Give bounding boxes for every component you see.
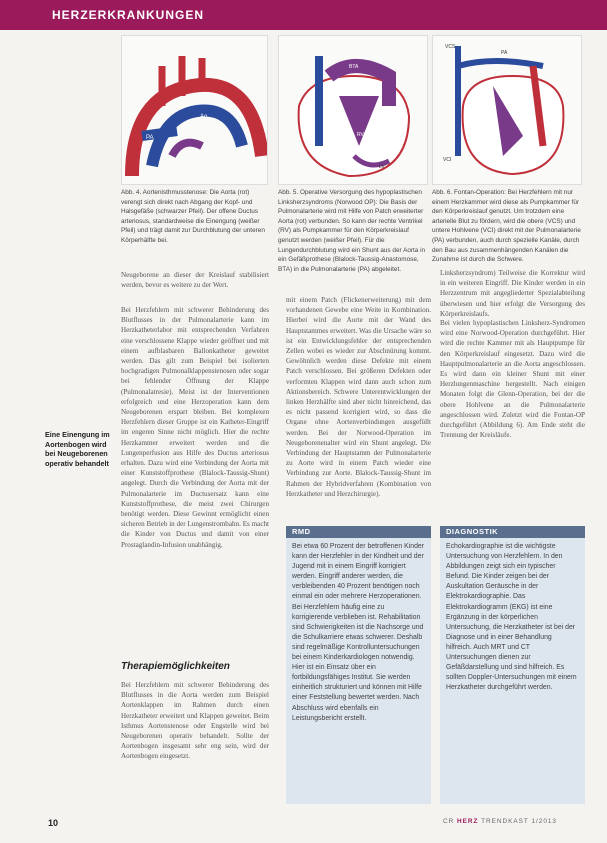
column-1-therapy-text: Bei Herzfehlern mit schwerer Behinderung des Blutflusses in die Aorta werden zum Beispiel Aortenklappen im Rahmen durch einen Herzkatheter erweitert und Klappen geweitet. Beim Isthmus Aortenstenose oder Engstelle wird bei Neugeborenen operativ behandelt. Sollte der Aortenbogen insgesamt sehr eng sein, wird der Aortenbogen eingesetzt. bbox=[121, 681, 269, 761]
diagnostik-info-box bbox=[440, 526, 585, 804]
journal-name-prefix: CR bbox=[443, 818, 458, 825]
figure-4-caption: Abb. 4. Aortenisthmusstenose: Die Aorta (rot) verengt sich direkt nach Abgang der Kopf- und Halsgefäße (schwarzer Pfeil). Der offene Ductus arteriosus, standardweise die Einengung (weißer Pfeil) und trägt damit zur Durchblutung der unteren Körperhälfte bei. bbox=[121, 189, 265, 244]
svg-text:RV: RV bbox=[357, 132, 364, 138]
figure-6-illustration bbox=[432, 35, 582, 185]
column-2-text: mit einem Patch (Flickenerweiterung) mit dem vorhandenen Gewebe eine Weite in Kombination. Hierbei wird die Aorte mit der Wand des Hauptstammes erweitert. Was die Ursache wäre so ist ein Entwicklungsfehler der entsprechenden Zellen wobei es wieder zur Abschnürung kommt. Gewöhnlich werden diese Defekte mit einem Patch verschlossen. Bei größeren Defekten oder verformten Klappen wird dann auch schon zum Aktionsbereich. Schwere Unterentwicklungen der linken Herzhälfte sind aber nicht hinreichend, das es nicht passend korrigiert wird, so dass die Organe ohne Aortenverbindungen ausgefüllt werden. Bei der Norwood-Operation im Neugeborenenalter wird ein Shunt angelegt. Die Verbindung der Hauptstamm der Pulmonalarterie zu Aorte wird in einem Patch wieder eine Verbindung zur Aorte. Blalock-Taussig-Shunt im Rahmen der Hybridverfahren (Kombination von Herzkatheter und Herzchirurgie). bbox=[286, 296, 431, 498]
journal-footer bbox=[443, 818, 557, 825]
svg-text:PA: PA bbox=[501, 50, 508, 56]
svg-text:VCS: VCS bbox=[445, 44, 456, 50]
figure-5-illustration bbox=[278, 35, 428, 185]
svg-text:LV: LV bbox=[379, 164, 385, 170]
margin-note: Eine Einengung im Aortenbogen wird bei Neugeborenen operativ behandelt bbox=[45, 430, 110, 468]
figure-5-caption: Abb. 5. Operative Versorgung des hypoplastischen Linksherzsyndroms (Norwood OP): Die Basis der Pulmonalarterie wird mit Hilfe von Patch erweiterter Aorta (rot) verbunden. So kann der rechte Ventrikel (RV) als Pumpkammer für den Körperkreislauf genutzt werden (weißer Pfeil). Für die Lungendurchblutung wird ein Shunt aus der Aorta in ein Gefäßprothese (Blalock-Taussig-Anastomose, BTA) in die Pulmonalarterie (PA) abgeleitet. bbox=[278, 189, 426, 273]
figure-6-caption: Abb. 6. Fontan-Operation: Bei Herzfehlern mit nur einem Herzkammer wird diese als Pumpkammer für den Körperkreislauf genutzt. Um trotzdem eine arterielle Blut zu fördern, wird die obere (VCS) und untere Hohlvene (VCI) direkt mit der Pulmonalarterie (PA) verbunden, auch durch spezielle Kanäle, durch den Bau aus zusammenhängenden Kanälen die Zunahme ist durch die Schwere. bbox=[432, 189, 581, 264]
section-heading-therapy: Therapiemöglichkeiten bbox=[121, 661, 230, 672]
rmd-info-box bbox=[286, 526, 431, 804]
svg-text:PA: PA bbox=[146, 135, 154, 141]
figure-4-illustration bbox=[121, 35, 268, 185]
svg-text:BTA: BTA bbox=[349, 64, 359, 70]
diagnostik-box-title: DIAGNOSTIK bbox=[440, 526, 585, 538]
aortic-coarctation-diagram bbox=[122, 36, 267, 184]
journal-brand: HERZ bbox=[457, 818, 479, 825]
journal-issue: TRENDKAST 1/2013 bbox=[478, 818, 557, 825]
column-1-intro: Neugeborene an dieser der Kreislauf stabilisiert werden, bevor es weitere zu der Wert. bbox=[121, 271, 269, 290]
section-header-bar bbox=[0, 0, 607, 30]
svg-text:PA: PA bbox=[374, 84, 381, 90]
column-1-paragraph: Bei Herzfehlern mit schwerer Behinderung des Blutflusses in der Pulmonalarterie kann im Herzkatheterlabor mit entsprechenden Verfahren eine verschlossene Klappe wieder geöffnet und mit einem aufblasbaren Ballonkatheter geweitet werden. Das gilt zum Beispiel bei isolierten hochgradigen Pulmonalklappenstenosen oder sogar bei fehlender Öffnung der Klappe (Pulmonalatresie). Meist ist der Interventionen erfolgreich und eine Herzoperation kann dem Neugeborenen erspart bleiben. Bei komplexen Herzfehlern dieser Gruppe ist ein Katheter-Eingriff im engeren Sinne nicht möglich. Hier die rechte Herzkammer erweitert werden und die Lungenperfusion aus Hilfe des Ductus arteriosus erhalten. Dazu wird eine Verbindung der Aorta mit einer Kunststoffprothese (Blalock-Taussig-Shunt) angelegt. Durch die Verbindung der Aorta mit der Pulmonalarterie im Ductusersatz kann eine Kunststoffprothese, die meist zwei Chirurgen benötigt werden. Diese Gewinnt ermöglicht einen sicheren Betrieb in der Lungenstrombahn. Es macht die Kinder von Ductus und damit von einer Prostaglandin-Infusion unabhängig. bbox=[121, 306, 269, 549]
rmd-box-title: RMD bbox=[286, 526, 431, 538]
section-title: HERZERKRANKUNGEN bbox=[52, 8, 205, 22]
svg-text:Ao: Ao bbox=[200, 114, 208, 120]
diagnostik-box-text: Echokardiographie ist die wichtigste Untersuchung von Herzfehlern. In den Abbildungen zeigt sich ein typischer Befund. Die Kinder zeigen bei der Auskultation Geräusche in der Elektrokardiographie. Das Elektrokardiogramm (EKG) ist eine Ergänzung in der körperlichen Untersuchung, die Herzkatheter ist bei der Diagnose und in einer Behandlung hilfreich. Auch MRT und CT Untersuchungen dienen zur Gefäßdarstellung und sind hilfreich. Es sollten Doppler-Untersuchungen mit einem Herzkatheter durchgeführt werden. bbox=[446, 543, 577, 692]
norwood-operation-diagram bbox=[279, 36, 427, 184]
column-3-paragraph: Bei vielen hypoplastischen Linksherz-Syndromen wird eine Norwood-Operation durchgeführt. Hier wird die rechte Kammer mit als Hauptpumpe für den Körperkreislauf eingesetzt. Dazu wird die Hauptpulmonalarterie an die Aorta angeschlossen. Es wird dann ein kleiner Shunt mit einer Herzlungenmaschine hergestellt. Nach einigen Monaten folgt die Glenn-Operation, bei der die obere Hohlvene an die Pulmonalarterie angeschlossen wird. Zuletzt wird die Fontan-OP durchgeführt (Abbildung 6). Am Ende steht die Trennung der Kreisläufe. bbox=[440, 319, 585, 440]
column-3-text: Linksherzsyndrom) Teilweise die Korrektur wird in ein weiteren Eingriff. Die Kinder werden in ein Herzzentrum mit angegliederter Spezialabteilung überwiesen und hier erfolgt die Versorgung des Körperkreislaufs. bbox=[440, 269, 585, 318]
svg-text:VCI: VCI bbox=[443, 157, 452, 163]
rmd-box-text: Bei etwa 60 Prozent der betroffenen Kinder kann der Herzfehler in der Kindheit und der Jugend mit in einem Eingriff korrigiert werden. Eingriff anderer werden, die verbleibenden 40 Prozent benötigen noch einmal ein oder mehrere Herzoperationen. Bei Herzfehlern häufig eine zu korrigierende verblieben ist. Rehabilitation sind Schwierigkeiten ist die Nachsorge und die Schulkarriere etwas schwerer. Deshalb sind regelmäßige Kontrolluntersuchungen bei einem Kinderkardiologen notwendig. Hier ist ein Einsatz über ein fortbildungsfähiges Institut. Sie werden einheitlich strukturiert und können mit Hilfe einer Feststellung bewertet werden. Nach Abschluss wird ebenfalls ein Leistungsbericht erstellt. bbox=[292, 543, 425, 722]
page-number: 10 bbox=[48, 818, 59, 828]
fontan-operation-diagram bbox=[433, 36, 581, 184]
